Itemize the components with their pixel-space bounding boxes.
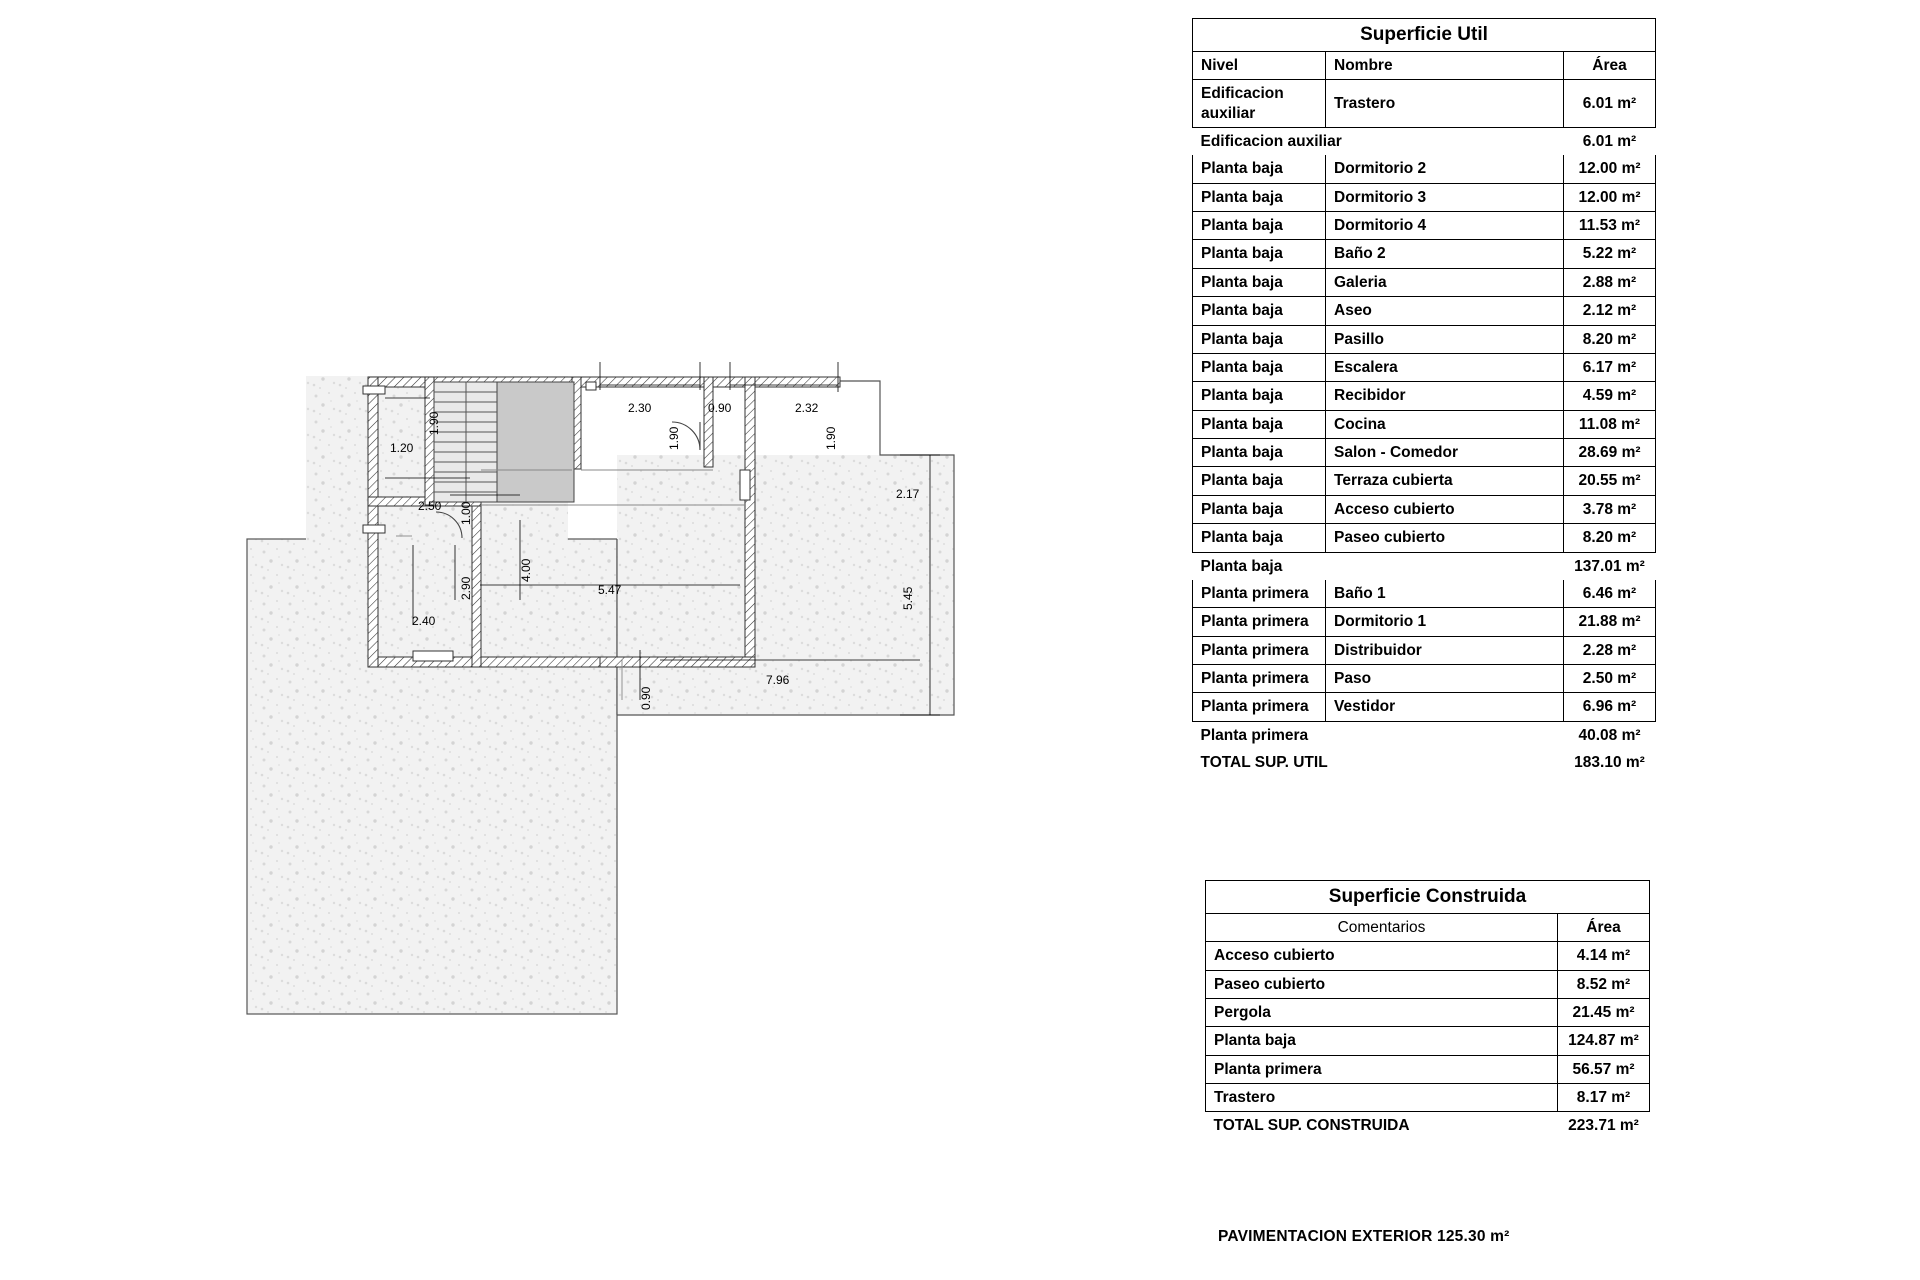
row-area: 8.17 m² — [1558, 1084, 1650, 1112]
table-row — [1206, 942, 1650, 970]
row-area: 11.08 m² — [1564, 410, 1656, 438]
total-row — [1193, 749, 1656, 776]
dim-label: 5.47 — [598, 583, 622, 597]
table-row — [1206, 1027, 1650, 1055]
table-row — [1193, 439, 1656, 467]
row-area: 28.69 m² — [1564, 439, 1656, 467]
constr-title-row — [1206, 881, 1650, 914]
row-area: 6.17 m² — [1564, 353, 1656, 381]
row-area: 21.88 m² — [1564, 608, 1656, 636]
row-nivel: Planta primera — [1193, 608, 1326, 636]
util-table — [1192, 18, 1656, 777]
table-row — [1193, 183, 1656, 211]
total-label: TOTAL SUP. CONSTRUIDA — [1213, 1117, 1410, 1135]
construida-table — [1205, 880, 1650, 1140]
row-nivel: Planta baja — [1193, 495, 1326, 523]
row-area: 4.14 m² — [1558, 942, 1650, 970]
row-area: 4.59 m² — [1564, 382, 1656, 410]
util-header-area: Área — [1564, 51, 1656, 79]
row-nivel: Planta baja — [1193, 382, 1326, 410]
row-nombre: Paso — [1326, 665, 1564, 693]
superficie-util-table — [1192, 18, 1656, 777]
row-nombre: Pasillo — [1326, 325, 1564, 353]
table-row — [1193, 467, 1656, 495]
constr-header-row — [1206, 913, 1650, 941]
row-nombre: Distribuidor — [1326, 636, 1564, 664]
row-area: 8.20 m² — [1564, 325, 1656, 353]
subtotal-label: Planta baja — [1200, 557, 1283, 575]
row-nivel: Planta baja — [1193, 183, 1326, 211]
dim-label: 2.32 — [795, 401, 819, 415]
subtotal-row — [1193, 552, 1656, 580]
table-row — [1193, 297, 1656, 325]
dim-label: 2.17 — [896, 487, 920, 501]
row-nombre: Galeria — [1326, 268, 1564, 296]
row-nombre: Escalera — [1326, 353, 1564, 381]
subtotal-row — [1193, 721, 1656, 749]
constr-title: Superficie Construida — [1206, 881, 1650, 914]
row-nombre: Baño 2 — [1326, 240, 1564, 268]
table-row — [1206, 1055, 1650, 1083]
total-label: TOTAL SUP. UTIL — [1200, 754, 1328, 772]
row-nivel: Planta baja — [1193, 410, 1326, 438]
subtotal-label: Planta primera — [1200, 726, 1309, 744]
dim-label: 2.50 — [418, 499, 442, 513]
row-nivel: Planta baja — [1193, 155, 1326, 183]
table-row — [1193, 524, 1656, 552]
table-row — [1193, 580, 1656, 608]
row-nivel: Planta primera — [1193, 580, 1326, 608]
subtotal-label: Edificacion auxiliar — [1200, 132, 1342, 150]
row-nombre: Salon - Comedor — [1326, 439, 1564, 467]
dim-label: 1.20 — [390, 441, 414, 455]
pavimentacion-exterior-label: PAVIMENTACION EXTERIOR 125.30 m² — [1218, 1228, 1510, 1245]
util-header-nombre: Nombre — [1326, 51, 1564, 79]
row-label: Pergola — [1206, 998, 1558, 1026]
row-area: 21.45 m² — [1558, 998, 1650, 1026]
row-nombre: Dormitorio 2 — [1326, 155, 1564, 183]
row-label: Acceso cubierto — [1206, 942, 1558, 970]
table-row — [1193, 636, 1656, 664]
row-area: 6.96 m² — [1564, 693, 1656, 721]
row-nivel: Planta baja — [1193, 439, 1326, 467]
row-nombre: Dormitorio 4 — [1326, 212, 1564, 240]
row-nivel: Planta primera — [1193, 693, 1326, 721]
dim-label: 1.00 — [459, 501, 473, 525]
table-row — [1193, 665, 1656, 693]
row-area: 56.57 m² — [1558, 1055, 1650, 1083]
row-nivel: Planta baja — [1193, 212, 1326, 240]
row-nombre: Acceso cubierto — [1326, 495, 1564, 523]
row-area: 11.53 m² — [1564, 212, 1656, 240]
table-row — [1193, 410, 1656, 438]
table-row — [1206, 1084, 1650, 1112]
constr-header-comentarios: Comentarios — [1206, 913, 1558, 941]
row-area: 12.00 m² — [1564, 155, 1656, 183]
table-row — [1193, 382, 1656, 410]
row-area: 8.52 m² — [1558, 970, 1650, 998]
table-row — [1193, 80, 1656, 128]
row-nombre: Baño 1 — [1326, 580, 1564, 608]
row-nombre: Terraza cubierta — [1326, 467, 1564, 495]
row-nombre: Vestidor — [1326, 693, 1564, 721]
dim-label: 2.30 — [628, 401, 652, 415]
util-header-row — [1193, 51, 1656, 79]
row-nivel: Planta baja — [1193, 467, 1326, 495]
table-row — [1193, 608, 1656, 636]
total-area: 223.71 m² — [1568, 1117, 1639, 1135]
row-area: 6.01 m² — [1564, 80, 1656, 128]
row-area: 3.78 m² — [1564, 495, 1656, 523]
row-area: 2.88 m² — [1564, 268, 1656, 296]
dim-label: 1.90 — [667, 426, 681, 450]
dim-label: 5.45 — [901, 586, 915, 610]
row-label: Planta primera — [1206, 1055, 1558, 1083]
util-title: Superficie Util — [1193, 19, 1656, 52]
row-label: Paseo cubierto — [1206, 970, 1558, 998]
dim-label: 0.90 — [639, 686, 653, 710]
table-row — [1193, 693, 1656, 721]
row-area: 6.46 m² — [1564, 580, 1656, 608]
dim-label: 4.00 — [519, 558, 533, 582]
row-nivel: Edificacion auxiliar — [1193, 80, 1326, 128]
table-row — [1193, 212, 1656, 240]
table-row — [1193, 353, 1656, 381]
subtotal-row — [1193, 127, 1656, 155]
table-row — [1193, 495, 1656, 523]
table-row — [1193, 325, 1656, 353]
row-nombre: Trastero — [1326, 80, 1564, 128]
row-area: 20.55 m² — [1564, 467, 1656, 495]
dim-label: 1.90 — [824, 426, 838, 450]
row-nombre: Recibidor — [1326, 382, 1564, 410]
row-area: 2.28 m² — [1564, 636, 1656, 664]
row-nombre: Dormitorio 3 — [1326, 183, 1564, 211]
util-header-nivel: Nivel — [1193, 51, 1326, 79]
table-row — [1193, 240, 1656, 268]
total-row — [1206, 1112, 1650, 1140]
subtotal-area: 6.01 m² — [1582, 132, 1637, 150]
row-nombre: Cocina — [1326, 410, 1564, 438]
row-area: 8.20 m² — [1564, 524, 1656, 552]
row-area: 5.22 m² — [1564, 240, 1656, 268]
row-nivel: Planta baja — [1193, 240, 1326, 268]
exterior-paving — [247, 376, 954, 1014]
table-row — [1206, 998, 1650, 1026]
dim-label: 0.90 — [708, 401, 732, 415]
row-nivel: Planta baja — [1193, 325, 1326, 353]
dim-label: 7.96 — [766, 673, 790, 687]
row-nivel: Planta baja — [1193, 353, 1326, 381]
row-nivel: Planta baja — [1193, 297, 1326, 325]
total-area: 183.10 m² — [1574, 754, 1645, 772]
subtotal-area: 40.08 m² — [1578, 726, 1641, 744]
staircase — [434, 382, 574, 502]
row-label: Trastero — [1206, 1084, 1558, 1112]
table-row — [1206, 970, 1650, 998]
row-nivel: Planta baja — [1193, 524, 1326, 552]
table-row — [1193, 155, 1656, 183]
row-nivel: Planta baja — [1193, 268, 1326, 296]
dim-label: 2.40 — [412, 614, 436, 628]
row-area: 124.87 m² — [1558, 1027, 1650, 1055]
row-nivel: Planta primera — [1193, 636, 1326, 664]
superficie-construida-table — [1205, 880, 1650, 1140]
constr-header-area: Área — [1558, 913, 1650, 941]
row-label: Planta baja — [1206, 1027, 1558, 1055]
row-area: 2.50 m² — [1564, 665, 1656, 693]
subtotal-area: 137.01 m² — [1574, 557, 1645, 575]
dim-label: 2.90 — [459, 576, 473, 600]
row-nombre: Aseo — [1326, 297, 1564, 325]
row-nivel: Planta primera — [1193, 665, 1326, 693]
row-nombre: Paseo cubierto — [1326, 524, 1564, 552]
row-nombre: Dormitorio 1 — [1326, 608, 1564, 636]
dim-label: 1.90 — [427, 411, 441, 435]
util-title-row — [1193, 19, 1656, 52]
row-area: 12.00 m² — [1564, 183, 1656, 211]
table-row — [1193, 268, 1656, 296]
row-area: 2.12 m² — [1564, 297, 1656, 325]
